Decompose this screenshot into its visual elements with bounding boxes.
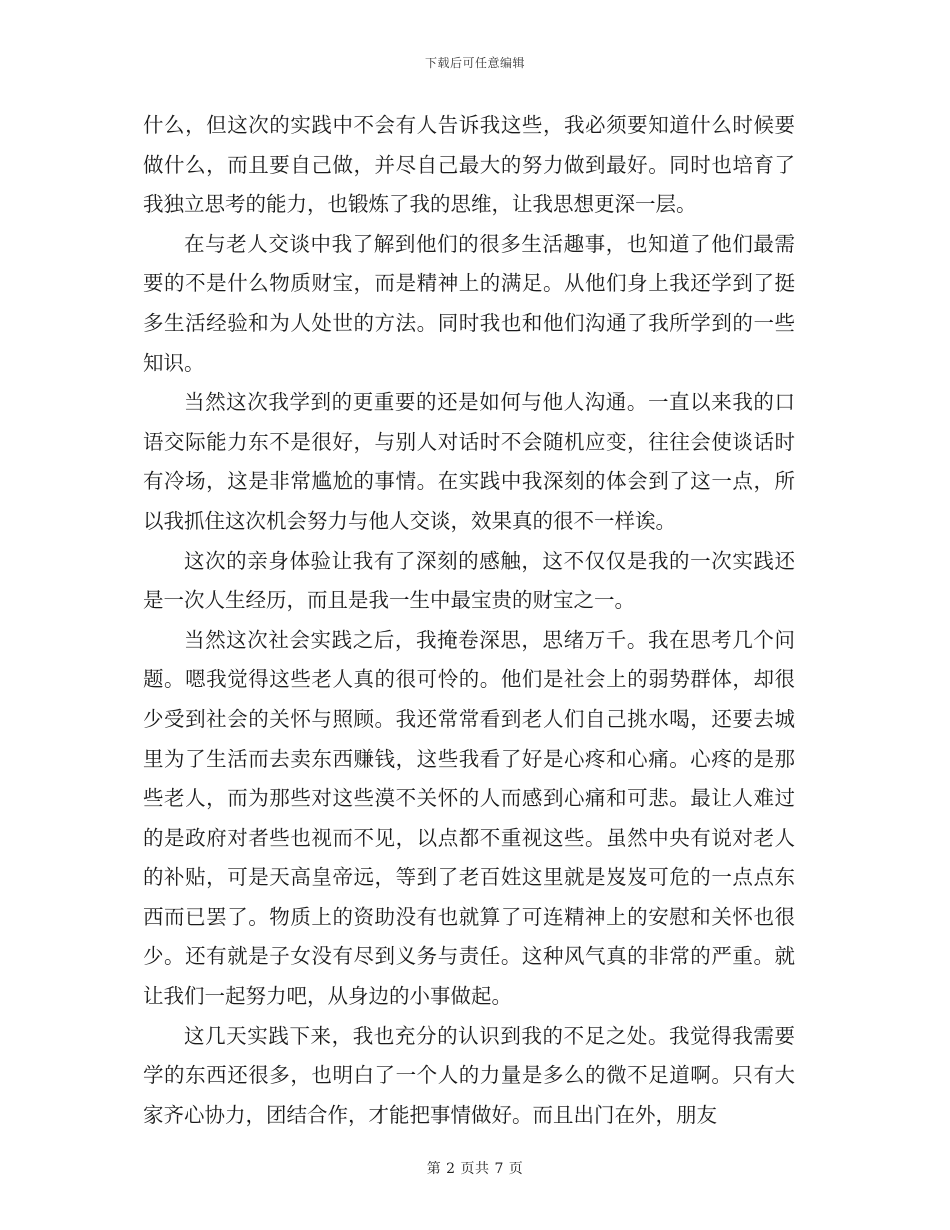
paragraph-1: 什么，但这次的实践中不会有人告诉我这些，我必须要知道什么时候要做什么，而且要自己做，并尽自己最大的努力做到最好。同时也培育了我独立思考的能力，也锻炼了我的思维，让我思想更深一层。 xyxy=(143,113,795,217)
page-header: 下载后可任意编辑 xyxy=(424,56,525,70)
paragraph-5: 当然这次社会实践之后，我掩卷深思，思绪万千。我在思考几个问题。嗯我觉得这些老人真的很可怜的。他们是社会上的弱势群体，却很少受到社会的关怀与照顾。我还常常看到老人们自己挑水喝，还要去城里为了生活而去卖东西赚钱，这些我看了好是心疼和心痛。心疼的是那些老人，而为那些对这些漠不关怀的人而感到心痛和可悲。最让人难过的是政府对者些也视而不见，以点都不重视这些。虽然中央有说对老人的补贴，可是天高皇帝远，等到了老百姓这里就是岌岌可危的一点点东西而已罢了。物质上的资助没有也就算了可连精神上的安慰和关怀也很少。还有就是子女没有尽到义务与责任。这种风气真的非常的严重。就让我们一起努力吧，从身边的小事做起。 xyxy=(143,627,795,1009)
paragraph-3: 当然这次我学到的更重要的还是如何与他人沟通。一直以来我的口语交际能力东不是很好，与别人对话时不会随机应变，往往会使谈话时有冷场，这是非常尴尬的事情。在实践中我深刻的体会到了这一点，所以我抓住这次机会努力与他人交谈，效果真的很不一样诶。 xyxy=(143,390,795,533)
paragraph-2: 在与老人交谈中我了解到他们的很多生活趣事，也知道了他们最需要的不是什么物质财宝，而是精神上的满足。从他们身上我还学到了挺多生活经验和为人处世的方法。同时我也和他们沟通了我所学到的一些知识。 xyxy=(143,231,795,375)
paragraph-4: 这次的亲身体验让我有了深刻的感触，这不仅仅是我的一次实践还是一次人生经历，而且是我一生中最宝贵的财宝之一。 xyxy=(143,548,795,613)
paragraph-6: 这几天实践下来，我也充分的认识到我的不足之处。我觉得我需要学的东西还很多，也明白了一个人的力量是多么的微不足道啊。只有大家齐心协力，团结合作，才能把事情做好。而且出门在外，朋友 xyxy=(143,1023,795,1127)
document-body xyxy=(143,106,795,1135)
page-number-footer: 第 2 页共 7 页 xyxy=(426,1161,524,1177)
